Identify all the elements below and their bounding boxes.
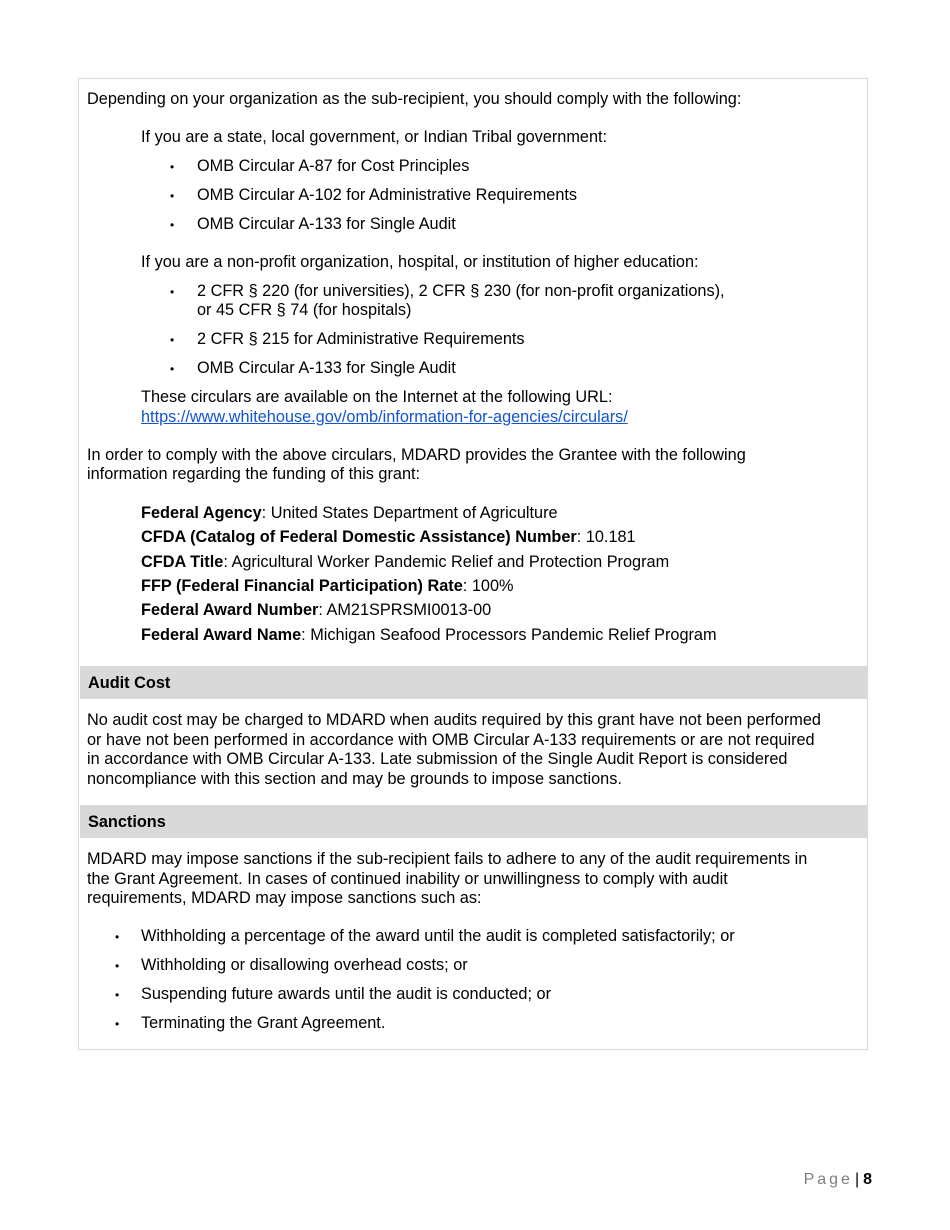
bullet-icon: • <box>115 1017 120 1031</box>
comply-line-1: In order to comply with the above circulars, MDARD provides the Grantee with the following <box>87 446 746 464</box>
list-item: Terminating the Grant Agreement. <box>141 1014 386 1032</box>
list-item-continuation: or 45 CFR § 74 (for hospitals) <box>197 301 412 319</box>
bullet-icon: • <box>170 285 175 299</box>
bullet-icon: • <box>115 959 120 973</box>
funding-value: : AM21SPRSMI0013-00 <box>318 601 492 619</box>
group2-heading: If you are a non-profit organization, hospital, or institution of higher education: <box>141 253 699 271</box>
funding-award-name <box>141 626 717 646</box>
group1-heading: If you are a state, local government, or Indian Tribal government: <box>141 128 608 146</box>
content-box <box>78 78 868 1050</box>
funding-label: CFDA Title <box>141 553 224 571</box>
funding-label: Federal Agency <box>141 504 262 522</box>
funding-label: FFP (Federal Financial Participation) Rate <box>141 577 463 595</box>
funding-value: : 100% <box>462 577 514 595</box>
funding-label: CFDA (Catalog of Federal Domestic Assistance) Number <box>141 528 577 546</box>
section-heading: Sanctions <box>88 813 166 831</box>
bullet-icon: • <box>170 160 175 174</box>
sanctions-line: MDARD may impose sanctions if the sub-recipient fails to adhere to any of the audit requirements in <box>87 850 808 868</box>
audit-cost-header <box>80 666 868 699</box>
funding-value: : Michigan Seafood Processors Pandemic Relief Program <box>301 626 717 644</box>
page-separator: | <box>854 1171 860 1188</box>
page-number: 8 <box>863 1171 872 1188</box>
list-item: OMB Circular A-133 for Single Audit <box>197 359 456 377</box>
circulars-text: These circulars are available on the Internet at the following URL: <box>141 388 613 406</box>
sanctions-header <box>80 805 868 838</box>
funding-federal-agency <box>141 504 558 524</box>
list-item: Withholding or disallowing overhead costs; or <box>141 956 468 974</box>
circulars-link[interactable]: https://www.whitehouse.gov/omb/information-for-agencies/circulars/ <box>141 408 628 426</box>
bullet-icon: • <box>115 988 120 1002</box>
funding-cfda-title <box>141 553 669 573</box>
sanctions-line: requirements, MDARD may impose sanctions such as: <box>87 889 482 907</box>
page-label: Page <box>803 1171 853 1188</box>
list-item: 2 CFR § 215 for Administrative Requirements <box>197 330 525 348</box>
funding-value: : United States Department of Agriculture <box>261 504 558 522</box>
funding-value: : Agricultural Worker Pandemic Relief and Protection Program <box>223 553 670 571</box>
funding-label: Federal Award Number <box>141 601 319 619</box>
section-heading: Audit Cost <box>88 674 171 692</box>
bullet-icon: • <box>170 218 175 232</box>
bullet-icon: • <box>170 333 175 347</box>
list-item: 2 CFR § 220 (for universities), 2 CFR § 230 (for non-profit organizations), <box>197 282 725 300</box>
list-item: OMB Circular A-102 for Administrative Requirements <box>197 186 578 204</box>
page-footer <box>804 1170 872 1190</box>
audit-cost-line: noncompliance with this section and may be grounds to impose sanctions. <box>87 770 622 788</box>
list-item: OMB Circular A-87 for Cost Principles <box>197 157 470 175</box>
bullet-icon: • <box>170 189 175 203</box>
sanctions-line: the Grant Agreement. In cases of continued inability or unwillingness to comply with audit <box>87 870 728 888</box>
bullet-icon: • <box>115 930 120 944</box>
list-item: Suspending future awards until the audit is conducted; or <box>141 985 552 1003</box>
funding-ffp-rate <box>141 577 513 597</box>
list-item: OMB Circular A-133 for Single Audit <box>197 215 456 233</box>
audit-cost-line: or have not been performed in accordance with OMB Circular A-133 requirements or are not required <box>87 731 815 749</box>
funding-value: : 10.181 <box>576 528 636 546</box>
bullet-icon: • <box>170 362 175 376</box>
funding-label: Federal Award Name <box>141 626 302 644</box>
list-item: Withholding a percentage of the award until the audit is completed satisfactorily; or <box>141 927 735 945</box>
intro-text: Depending on your organization as the sub-recipient, you should comply with the following: <box>87 90 742 108</box>
audit-cost-line: No audit cost may be charged to MDARD when audits required by this grant have not been performed <box>87 711 821 729</box>
funding-award-number <box>141 601 491 621</box>
audit-cost-line: in accordance with OMB Circular A-133. Late submission of the Single Audit Report is considered <box>87 750 788 768</box>
funding-cfda-number <box>141 528 636 548</box>
comply-line-2: information regarding the funding of this grant: <box>87 465 421 483</box>
